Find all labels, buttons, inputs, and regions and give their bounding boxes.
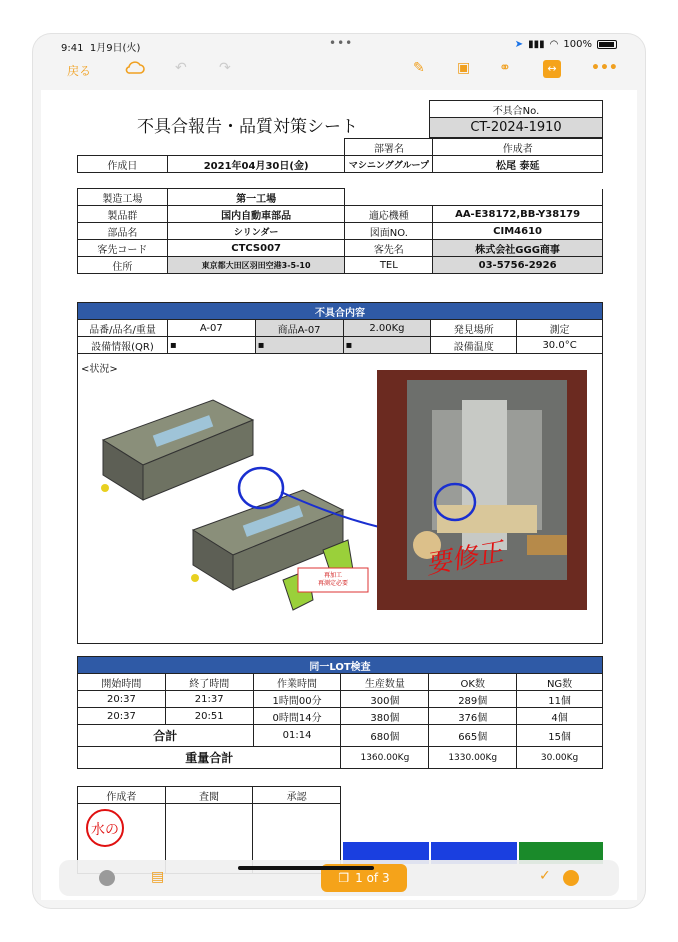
lot-col-qty: 生産数量: [341, 674, 429, 691]
defect-no-label: 不具合No.: [430, 101, 603, 118]
model-label: 適応機種: [345, 206, 433, 223]
image-icon[interactable]: ▣: [457, 60, 471, 76]
cust-code-value[interactable]: CTCS007: [167, 240, 345, 257]
part-value[interactable]: シリンダー: [167, 223, 345, 240]
situation-label: <状況>: [81, 364, 118, 375]
drawing-value[interactable]: CIM4610: [433, 223, 603, 240]
weight-total-ok: 1330.00Kg: [429, 747, 517, 769]
lot-col-ok: OK数: [429, 674, 517, 691]
toolbar: [33, 54, 645, 88]
pen-icon[interactable]: ✎: [413, 60, 425, 76]
header-info-table: [77, 138, 603, 173]
lot-col-start: 開始時間: [78, 674, 166, 691]
table-row: [78, 691, 603, 708]
qr-icon-2[interactable]: ▪: [255, 337, 343, 354]
cell[interactable]: 20:37: [78, 708, 166, 725]
undo-icon[interactable]: ↶: [175, 60, 187, 76]
part-label: 部品名: [78, 223, 168, 240]
link-icon[interactable]: ⚭: [499, 60, 511, 76]
cell[interactable]: 4個: [517, 708, 603, 725]
cust-name-label: 客先名: [345, 240, 433, 257]
approval-review: 査閲: [165, 787, 253, 804]
mold-photo-image: [377, 370, 587, 610]
addr-label: 住所: [78, 257, 168, 274]
model-value[interactable]: AA-E38172,BB-Y38179: [433, 206, 603, 223]
lot-col-duration: 作業時間: [253, 674, 341, 691]
cell[interactable]: 20:37: [78, 691, 166, 708]
cell[interactable]: 21:37: [165, 691, 253, 708]
approval-author: 作成者: [78, 787, 166, 804]
approval-approve: 承認: [253, 787, 341, 804]
wifi-icon: ◠: [549, 39, 559, 50]
item-no[interactable]: A-07: [167, 320, 255, 337]
signal-icon: ▮▮▮: [528, 39, 545, 50]
author-stamp-image: [83, 806, 127, 850]
found-value[interactable]: 測定: [517, 320, 603, 337]
document-page: [41, 90, 637, 900]
factory-value[interactable]: 第一工場: [167, 189, 345, 206]
redo-icon[interactable]: ↷: [219, 60, 231, 76]
cell[interactable]: 1時間00分: [253, 691, 341, 708]
item-label: 品番/品名/重量: [78, 320, 168, 337]
tel-label: TEL: [345, 257, 433, 274]
group-label: 製品群: [78, 206, 168, 223]
rework-note: 再加工 再測定必要: [317, 572, 348, 587]
cust-name-value[interactable]: 株式会社GGG商事: [433, 240, 603, 257]
fit-width-icon[interactable]: ↔: [543, 60, 561, 78]
lot-table: [77, 656, 603, 769]
weight-total-qty: 1360.00Kg: [341, 747, 429, 769]
lot-col-ng: NG数: [517, 674, 603, 691]
cell[interactable]: 380個: [341, 708, 429, 725]
multitask-dots-icon[interactable]: •••: [329, 36, 354, 50]
form-title: 不具合報告・品質対策シート: [137, 117, 358, 137]
group-value[interactable]: 国内自動車部品: [167, 206, 345, 223]
ipad-frame: [33, 34, 645, 908]
temp-value[interactable]: 30.0°C: [517, 337, 603, 354]
pages-icon: ❐: [338, 871, 350, 885]
cell[interactable]: 289個: [429, 691, 517, 708]
more-icon[interactable]: •••: [591, 60, 618, 76]
defect-no-table: [429, 100, 603, 138]
temp-label: 設備温度: [431, 337, 517, 354]
total-qty: 680個: [341, 725, 429, 747]
author-label: 作成者: [433, 139, 603, 156]
status-time: 9:41 1月9日(火): [61, 43, 141, 54]
status-icons: [515, 39, 617, 50]
cell[interactable]: 11個: [517, 691, 603, 708]
total-label: 合計: [78, 725, 254, 747]
defect-table: [77, 302, 603, 354]
dept-value[interactable]: マシニンググループ: [345, 156, 433, 173]
created-value[interactable]: 2021年04月30日(金): [167, 156, 345, 173]
total-duration: 01:14: [253, 725, 341, 747]
prev-page-icon[interactable]: [99, 870, 115, 886]
factory-label: 製造工場: [78, 189, 168, 206]
handwritten-fix-required: 要修正: [423, 537, 506, 581]
qr-icon-3[interactable]: ▪: [343, 337, 431, 354]
product-info-table: [77, 188, 603, 274]
home-indicator: [238, 866, 374, 870]
next-page-icon[interactable]: [563, 870, 579, 886]
cell[interactable]: 376個: [429, 708, 517, 725]
cust-code-label: 客先コード: [78, 240, 168, 257]
lot-col-end: 終了時間: [165, 674, 253, 691]
weight-total-ng: 30.00Kg: [517, 747, 603, 769]
total-ok: 665個: [429, 725, 517, 747]
cell[interactable]: 300個: [341, 691, 429, 708]
cell[interactable]: 0時間14分: [253, 708, 341, 725]
drawing-label: 図面NO.: [345, 223, 433, 240]
svg-text:水の: 水の: [91, 822, 119, 838]
weight-total-label: 重量合計: [78, 747, 341, 769]
save-icon[interactable]: ▤: [151, 869, 165, 885]
created-label: 作成日: [78, 156, 168, 173]
table-row: [78, 708, 603, 725]
qr-icon-1[interactable]: ▪: [167, 337, 255, 354]
page-label: 1 of 3: [355, 871, 390, 885]
author-value[interactable]: 松尾 泰延: [433, 156, 603, 173]
location-icon: ➤: [514, 39, 524, 50]
status-bar: [33, 34, 645, 54]
checkmark-icon[interactable]: ✓: [539, 868, 551, 884]
lot-header: 同一LOT検査: [78, 657, 603, 674]
battery-icon: [597, 40, 617, 49]
tel-value[interactable]: 03-5756-2926: [433, 257, 603, 274]
item-weight[interactable]: 2.00Kg: [343, 320, 431, 337]
dept-label: 部署名: [345, 139, 433, 156]
cell[interactable]: 20:51: [165, 708, 253, 725]
defect-no-value: CT-2024-1910: [430, 118, 603, 138]
cloud-icon[interactable]: [125, 60, 145, 76]
battery-percent: 100%: [563, 39, 592, 50]
qr-label: 設備情報(QR): [78, 337, 168, 354]
total-ng: 15個: [517, 725, 603, 747]
back-button[interactable]: 戻る: [67, 64, 92, 78]
defect-header: 不具合内容: [78, 303, 603, 320]
addr-value[interactable]: 東京都大田区羽田空港3-5-10: [167, 257, 345, 274]
item-name[interactable]: 商品A-07: [255, 320, 343, 337]
found-label: 発見場所: [431, 320, 517, 337]
